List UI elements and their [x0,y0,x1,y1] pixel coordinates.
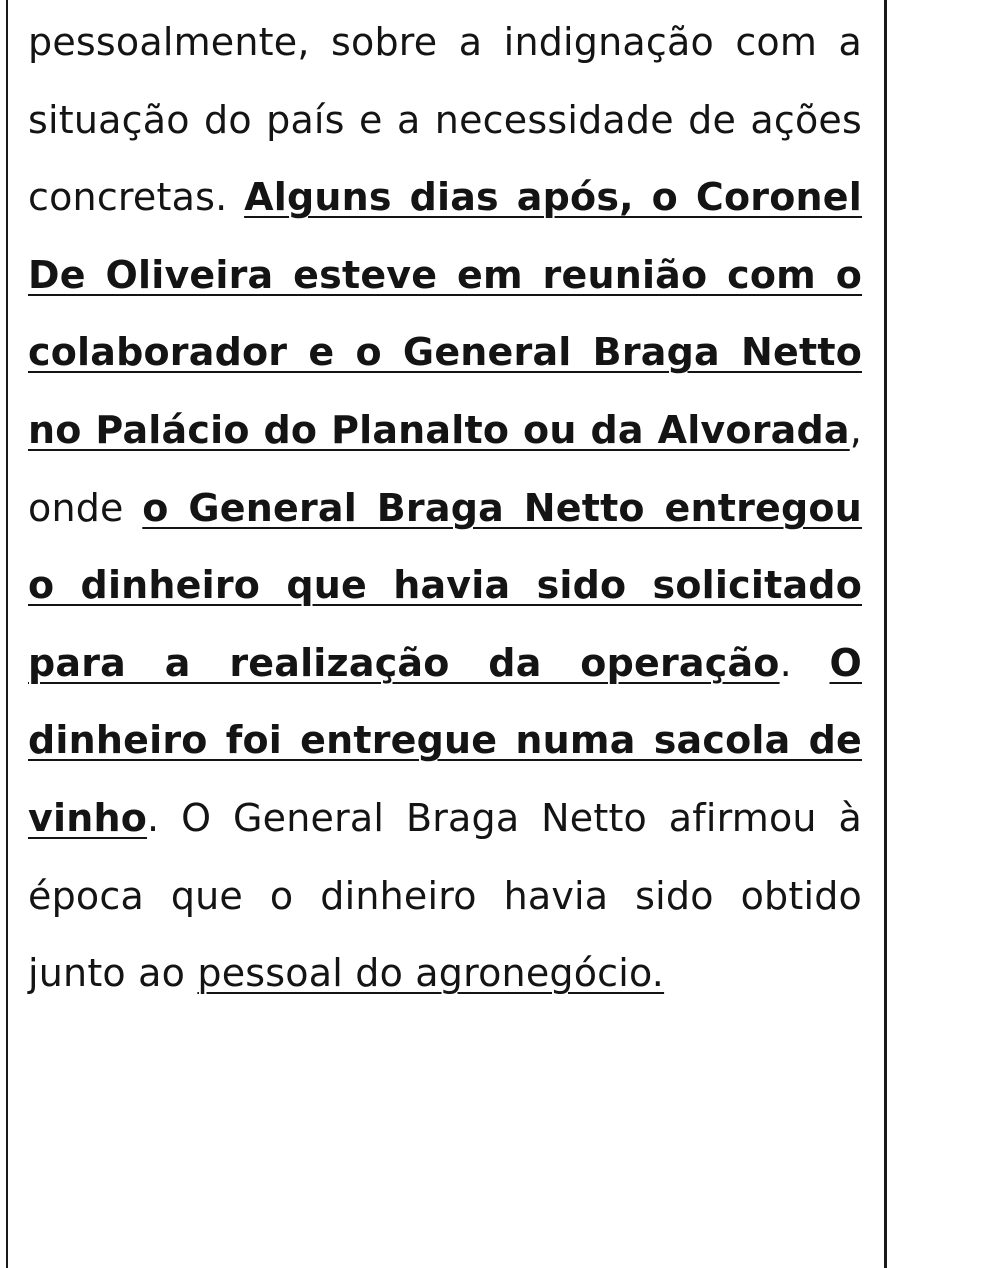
paragraph-segment-plain: . [779,640,830,685]
paragraph-segment-highlight: o General Braga Netto entregou o dinheiro que havia sido solicitado para a realização da operação [28,485,862,685]
paragraph-segment-underlined: pessoal do agronegócio. [197,951,665,996]
page-border-right [884,0,887,1268]
document-paragraph [28,4,862,1013]
paragraph-segment-plain: , onde [28,407,862,530]
paragraph-segment-plain: pessoalmente, sobre a indignação com a situação do país e a necessidade de ações concretas. [28,20,862,220]
paragraph-segment-highlight: Alguns dias após, o Coronel De Oliveira esteve em reunião com o colaborador e o General Braga Netto no Palácio do Planalto ou da Alvorada [28,175,862,452]
page-border-left [6,0,8,1268]
paragraph-segment-plain: . O General Braga Netto afirmou à época que o dinheiro havia sido obtido junto ao [28,795,862,996]
paragraph-segment-highlight: O dinheiro foi entregue numa sacola de vinho [28,640,862,840]
